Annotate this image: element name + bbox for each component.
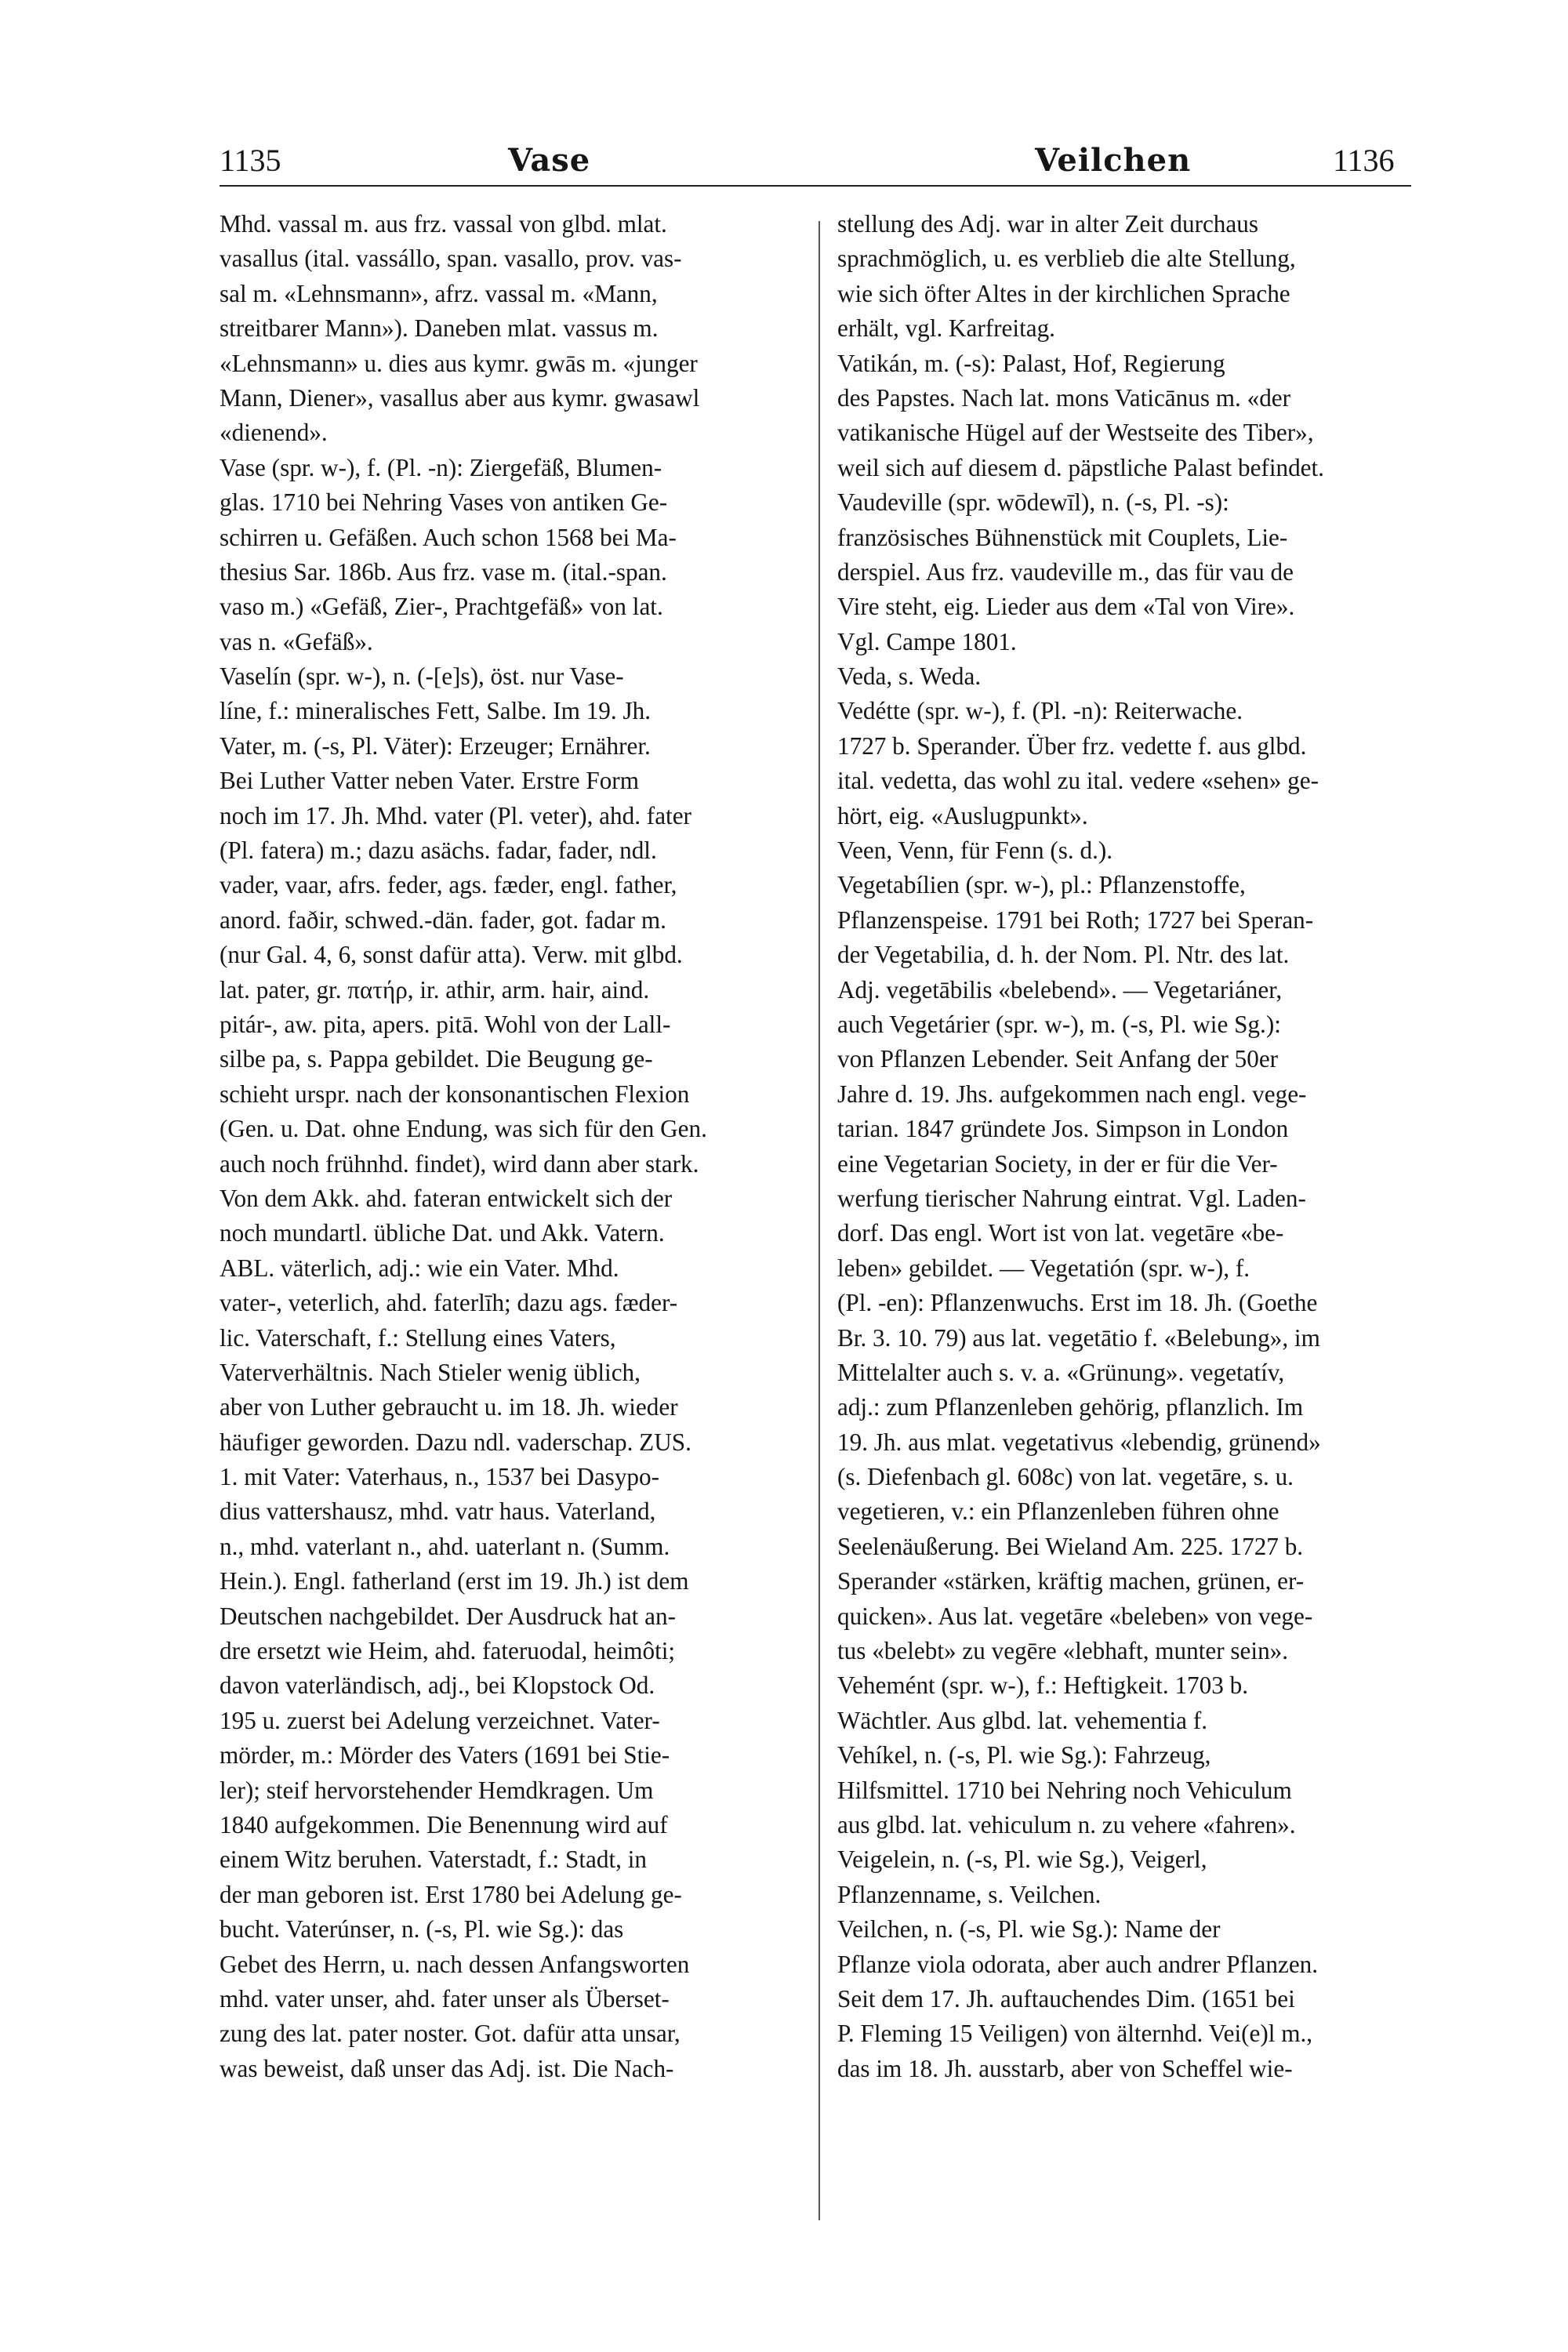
- text-line: [220, 1530, 817, 1564]
- text-line: [837, 1112, 1411, 1146]
- line-text: häufiger geworden. Dazu ndl. vaderschap. ZUS.: [220, 1428, 691, 1456]
- headword-right: Veilchen: [1035, 142, 1192, 179]
- line-text: Mann, Diener», vasallus aber aus kymr. gwasawl: [220, 383, 700, 412]
- line-text: Wächtler. Aus glbd. lat. vehementia f.: [837, 1706, 1207, 1734]
- line-text: ital. vedetta, das wohl zu ital. vedere «sehen» ge-: [837, 767, 1319, 795]
- page-number-right: 1136: [1333, 143, 1395, 178]
- line-text: (Gen. u. Dat. ohne Endung, was sich für den Gen.: [220, 1115, 707, 1143]
- line-text: (nur Gal. 4, 6, sonst dafür atta). Verw. mit glbd.: [220, 941, 683, 969]
- line-text: dius vattershausz, mhd. vatr haus. Vaterland,: [220, 1497, 656, 1526]
- line-text: mhd. vater unser, ahd. fater unser als Überset-: [220, 1984, 670, 2013]
- text-line: [837, 1460, 1411, 1494]
- text-line: [220, 694, 817, 728]
- text-line: [837, 1982, 1411, 2016]
- line-text: lat. pater, gr. πατήρ, ir. athir, arm. hair, aind.: [220, 975, 650, 1004]
- line-text: erhält, vgl. Karfreitag.: [837, 314, 1055, 343]
- text-line: [220, 590, 817, 624]
- line-text: Pflanzenname, s. Veilchen.: [837, 1880, 1102, 1908]
- line-text: «Lehnsmann» u. dies aus kymr. gwās m. «junger: [220, 349, 698, 377]
- line-text: Vgl. Campe 1801.: [837, 627, 1017, 655]
- text-line: [837, 1077, 1411, 1112]
- text-line: [220, 1773, 817, 1808]
- line-text: pitár-, aw. pita, apers. pitā. Wohl von der Lall-: [220, 1010, 671, 1038]
- text-line: [837, 903, 1411, 938]
- line-text: Deutschen nachgebildet. Der Ausdruck hat an-: [220, 1602, 676, 1630]
- text-line: [837, 1704, 1411, 1738]
- text-line: [837, 485, 1411, 520]
- text-line: [837, 1530, 1411, 1564]
- line-text: Vaudeville (spr. wōdewīl), n. (-s, Pl. -s):: [837, 488, 1229, 517]
- text-line: [837, 1216, 1411, 1250]
- text-line: [837, 1912, 1411, 1947]
- line-text: Mittelalter auch s. v. a. «Grünung». vegetatív,: [837, 1358, 1285, 1386]
- header-rule: [220, 185, 1411, 187]
- text-line: [220, 555, 817, 590]
- text-line: [837, 1181, 1411, 1216]
- line-text: ABL. väterlich, adj.: wie ein Vater. Mhd.: [220, 1254, 619, 1282]
- text-line: [220, 1007, 817, 1042]
- text-line: [837, 1147, 1411, 1181]
- line-text: dorf. Das engl. Wort ist von lat. vegetāre «be-: [837, 1219, 1284, 1247]
- line-text: Vase (spr. w-), f. (Pl. -n): Ziergefäß, Blumen-: [220, 453, 662, 481]
- text-line: [837, 799, 1411, 833]
- line-text: vaso m.) «Gefäß, Zier-, Prachtgefäß» von lat.: [220, 593, 663, 621]
- text-line: [837, 833, 1411, 868]
- line-text: Hein.). Engl. fatherland (erst im 19. Jh.) ist dem: [220, 1567, 689, 1595]
- text-line: [220, 416, 817, 450]
- text-line: [220, 1460, 817, 1494]
- text-line: [220, 868, 817, 902]
- text-line: [220, 729, 817, 764]
- text-line: [220, 903, 817, 938]
- line-text: Vatikán, m. (-s): Palast, Hof, Regierung: [837, 349, 1225, 377]
- text-line: [837, 277, 1411, 311]
- text-line: [220, 1842, 817, 1877]
- line-text: streitbarer Mann»). Daneben mlat. vassus m.: [220, 314, 659, 343]
- text-line: [837, 590, 1411, 624]
- text-line: [220, 1321, 817, 1356]
- line-text: Vaselín (spr. w-), n. (-[e]s), öst. nur Vase-: [220, 662, 624, 691]
- text-line: [220, 1982, 817, 2016]
- line-text: (Pl. -en): Pflanzenwuchs. Erst im 18. Jh. (Goethe: [837, 1289, 1318, 1317]
- text-line: [837, 416, 1411, 450]
- text-line: [220, 1077, 817, 1112]
- text-line: [220, 311, 817, 346]
- line-text: Veda, s. Weda.: [837, 662, 982, 691]
- line-text: Vedétte (spr. w-), f. (Pl. -n): Reiterwache.: [837, 697, 1243, 725]
- line-text: Mhd. vassal m. aus frz. vassal von glbd. mlat.: [220, 210, 667, 238]
- line-text: lic. Vaterschaft, f.: Stellung eines Vaters,: [220, 1323, 616, 1352]
- line-text: vater-, veterlich, ahd. faterlīh; dazu ags. fæder-: [220, 1289, 678, 1317]
- line-text: auch noch frühnhd. findet), wird dann aber stark.: [220, 1149, 699, 1178]
- line-text: sprachmöglich, u. es verblieb die alte Stellung,: [837, 245, 1296, 273]
- line-text: Adj. vegetābilis «belebend». — Vegetariáner,: [837, 975, 1283, 1004]
- text-line: [220, 1181, 817, 1216]
- line-text: 19. Jh. aus mlat. vegetativus «lebendig, grünend»: [837, 1428, 1321, 1456]
- line-text: noch im 17. Jh. Mhd. vater (Pl. veter), ahd. fater: [220, 801, 691, 829]
- text-line: [220, 1808, 817, 1842]
- text-line: [837, 2016, 1411, 2051]
- line-text: was beweist, daß unser das Adj. ist. Die Nach-: [220, 2054, 674, 2082]
- text-line: [220, 799, 817, 833]
- text-line: [220, 1634, 817, 1668]
- text-line: [837, 1042, 1411, 1076]
- line-text: Br. 3. 10. 79) aus lat. vegetātio f. «Belebung», im: [837, 1323, 1320, 1352]
- text-line: [837, 521, 1411, 555]
- text-line: [837, 659, 1411, 694]
- line-text: (Pl. fatera) m.; dazu asächs. fadar, fader, ndl.: [220, 837, 657, 865]
- line-text: vasallus (ital. vassállo, span. vasallo, prov. vas-: [220, 245, 682, 273]
- line-text: der Vegetabilia, d. h. der Nom. Pl. Ntr. des lat.: [837, 941, 1290, 969]
- line-text: auch Vegetárier (spr. w-), m. (-s, Pl. wie Sg.):: [837, 1010, 1281, 1038]
- text-line: [220, 1564, 817, 1599]
- text-line: [220, 1878, 817, 1912]
- line-text: Vater, m. (-s, Pl. Väter): Erzeuger; Ernährer.: [220, 731, 651, 760]
- line-text: P. Fleming 15 Veiligen) von älternhd. Vei(e)l m.,: [837, 2020, 1313, 2048]
- line-text: Pflanzenspeise. 1791 bei Roth; 1727 bei Speran-: [837, 906, 1314, 934]
- line-text: schieht urspr. nach der konsonantischen Flexion: [220, 1080, 690, 1108]
- line-text: Jahre d. 19. Jhs. aufgekommen nach engl. vege-: [837, 1080, 1307, 1108]
- text-line: [837, 1668, 1411, 1703]
- line-text: aber von Luther gebraucht u. im 18. Jh. wieder: [220, 1393, 678, 1421]
- running-header: [220, 141, 1411, 188]
- text-line: [220, 1216, 817, 1250]
- text-line: [837, 938, 1411, 972]
- text-line: [837, 207, 1411, 241]
- text-line: [837, 1599, 1411, 1634]
- text-line: [220, 833, 817, 868]
- line-text: tarian. 1847 gründete Jos. Simpson in London: [837, 1115, 1289, 1143]
- text-line: [220, 1112, 817, 1146]
- text-line: [220, 2052, 817, 2086]
- text-line: [220, 485, 817, 520]
- text-line: [837, 1425, 1411, 1460]
- text-line: [220, 347, 817, 381]
- text-line: [837, 1738, 1411, 1773]
- line-text: wie sich öfter Altes in der kirchlichen Sprache: [837, 279, 1290, 307]
- text-line: [837, 1390, 1411, 1425]
- line-text: weil sich auf diesem d. päpstliche Palast befindet.: [837, 453, 1324, 481]
- line-text: Veen, Venn, für Fenn (s. d.).: [837, 837, 1113, 865]
- text-line: [220, 1390, 817, 1425]
- text-line: [220, 2016, 817, 2051]
- headword-left: Vase: [508, 142, 591, 179]
- text-line: [837, 1878, 1411, 1912]
- line-text: von Pflanzen Lebender. Seit Anfang der 50er: [837, 1045, 1279, 1073]
- text-line: [837, 1842, 1411, 1877]
- line-text: Vehemént (spr. w-), f.: Heftigkeit. 1703 b.: [837, 1671, 1249, 1700]
- line-text: dre ersetzt wie Heim, ahd. fateruodal, heimôti;: [220, 1637, 676, 1665]
- line-text: (s. Diefenbach gl. 608c) von lat. vegetāre, s. u.: [837, 1463, 1294, 1491]
- line-text: Pflanze viola odorata, aber auch andrer Pflanzen.: [837, 1950, 1319, 1978]
- text-line: [837, 973, 1411, 1007]
- line-text: Vire steht, eig. Lieder aus dem «Tal von Vire».: [837, 593, 1295, 621]
- right-column: [837, 207, 1411, 2086]
- text-line: [220, 1042, 817, 1076]
- line-text: adj.: zum Pflanzenleben gehörig, pflanzlich. Im: [837, 1393, 1304, 1421]
- text-line: [837, 451, 1411, 485]
- line-text: glas. 1710 bei Nehring Vases von antiken Ge-: [220, 488, 668, 517]
- text-line: [220, 1668, 817, 1703]
- text-line: [837, 1773, 1411, 1808]
- line-text: zung des lat. pater noster. Got. dafür atta unsar,: [220, 2020, 681, 2048]
- line-text: Gebet des Herrn, u. nach dessen Anfangsworten: [220, 1950, 690, 1978]
- text-line: [220, 1147, 817, 1181]
- text-line: [220, 1425, 817, 1460]
- text-line: [837, 1251, 1411, 1286]
- text-line: [837, 1947, 1411, 1982]
- line-text: quicken». Aus lat. vegetāre «beleben» von vege-: [837, 1602, 1313, 1630]
- line-text: Seelenäußerung. Bei Wieland Am. 225. 1727 b.: [837, 1532, 1304, 1560]
- line-text: hört, eig. «Auslugpunkt».: [837, 801, 1088, 829]
- text-line: [220, 451, 817, 485]
- text-line: [220, 973, 817, 1007]
- text-line: [837, 2052, 1411, 2086]
- text-line: [220, 381, 817, 416]
- text-line: [837, 555, 1411, 590]
- text-line: [837, 381, 1411, 416]
- text-line: [837, 1321, 1411, 1356]
- line-text: einem Witz beruhen. Vaterstadt, f.: Stadt, in: [220, 1846, 647, 1874]
- line-text: des Papstes. Nach lat. mons Vaticānus m. «der: [837, 383, 1291, 412]
- text-line: [220, 241, 817, 276]
- line-text: französisches Bühnenstück mit Couplets, Lie-: [837, 523, 1288, 551]
- line-text: Vegetabílien (spr. w-), pl.: Pflanzenstoffe,: [837, 871, 1246, 899]
- line-text: sal m. «Lehnsmann», afrz. vassal m. «Mann,: [220, 279, 658, 307]
- text-line: [220, 1286, 817, 1320]
- text-line: [220, 1947, 817, 1982]
- line-text: Veigelein, n. (-s, Pl. wie Sg.), Veigerl,: [837, 1846, 1207, 1874]
- text-line: [220, 659, 817, 694]
- line-text: Vehíkel, n. (-s, Pl. wie Sg.): Fahrzeug,: [837, 1741, 1211, 1769]
- text-line: [220, 207, 817, 241]
- text-line: [837, 1356, 1411, 1390]
- line-text: Vaterverhältnis. Nach Stieler wenig üblich,: [220, 1358, 641, 1386]
- text-line: [837, 241, 1411, 276]
- text-line: [837, 1634, 1411, 1668]
- text-line: [220, 1494, 817, 1529]
- line-text: Hilfsmittel. 1710 bei Nehring noch Vehiculum: [837, 1776, 1292, 1804]
- line-text: das im 18. Jh. ausstarb, aber von Scheffel wie-: [837, 2054, 1293, 2082]
- text-line: [220, 1912, 817, 1947]
- text-line: [837, 1808, 1411, 1842]
- text-line: [220, 764, 817, 798]
- line-text: vegetieren, v.: ein Pflanzenleben führen ohne: [837, 1497, 1279, 1526]
- line-text: silbe pa, s. Pappa gebildet. Die Beugung ge-: [220, 1045, 653, 1073]
- line-text: líne, f.: mineralisches Fett, Salbe. Im 19. Jh.: [220, 697, 652, 725]
- line-text: vatikanische Hügel auf der Westseite des Tiber»,: [837, 419, 1314, 447]
- line-text: bucht. Vaterúnser, n. (-s, Pl. wie Sg.): das: [220, 1915, 624, 1944]
- line-text: 1. mit Vater: Vaterhaus, n., 1537 bei Dasypo-: [220, 1463, 659, 1491]
- line-text: der man geboren ist. Erst 1780 bei Adelung ge-: [220, 1880, 682, 1908]
- line-text: aus glbd. lat. vehiculum n. zu vehere «fahren».: [837, 1810, 1296, 1838]
- text-line: [220, 521, 817, 555]
- line-text: werfung tierischer Nahrung eintrat. Vgl. Laden-: [837, 1184, 1306, 1212]
- text-line: [837, 1494, 1411, 1529]
- text-line: [837, 1564, 1411, 1599]
- line-text: davon vaterländisch, adj., bei Klopstock Od.: [220, 1671, 655, 1700]
- line-text: mörder, m.: Mörder des Vaters (1691 bei Stie-: [220, 1741, 670, 1769]
- line-text: derspiel. Aus frz. vaudeville m., das für vau de: [837, 557, 1294, 586]
- line-text: Von dem Akk. ahd. fateran entwickelt sich der: [220, 1184, 673, 1212]
- text-line: [220, 938, 817, 972]
- text-line: [837, 694, 1411, 728]
- text-line: [837, 729, 1411, 764]
- text-line: [837, 1007, 1411, 1042]
- line-text: «dienend».: [220, 419, 328, 447]
- text-line: [837, 347, 1411, 381]
- line-text: eine Vegetarian Society, in der er für die Ver-: [837, 1149, 1278, 1178]
- line-text: n., mhd. vaterlant n., ahd. uaterlant n. (Summ.: [220, 1532, 670, 1560]
- text-line: [220, 1738, 817, 1773]
- line-text: ler); steif hervorstehender Hemdkragen. Um: [220, 1776, 654, 1804]
- text-line: [220, 625, 817, 659]
- line-text: Bei Luther Vatter neben Vater. Erstre Form: [220, 767, 639, 795]
- text-line: [837, 764, 1411, 798]
- line-text: 1727 b. Sperander. Über frz. vedette f. aus glbd.: [837, 731, 1307, 760]
- text-line: [837, 311, 1411, 346]
- line-text: thesius Sar. 186b. Aus frz. vase m. (ital.-span.: [220, 557, 667, 586]
- text-line: [837, 625, 1411, 659]
- line-text: 195 u. zuerst bei Adelung verzeichnet. Vater-: [220, 1706, 660, 1734]
- line-text: Sperander «stärken, kräftig machen, grünen, er-: [837, 1567, 1305, 1595]
- text-line: [220, 1599, 817, 1634]
- line-text: Seit dem 17. Jh. auftauchendes Dim. (1651 bei: [837, 1984, 1295, 2013]
- line-text: leben» gebildet. — Vegetatión (spr. w-), f.: [837, 1254, 1250, 1282]
- line-text: 1840 aufgekommen. Die Benennung wird auf: [220, 1810, 668, 1838]
- line-text: noch mundartl. übliche Dat. und Akk. Vatern.: [220, 1219, 665, 1247]
- text-line: [837, 1286, 1411, 1320]
- text-line: [220, 1251, 817, 1286]
- text-line: [837, 868, 1411, 902]
- line-text: vas n. «Gefäß».: [220, 627, 373, 655]
- column-divider: [818, 221, 820, 2220]
- line-text: stellung des Adj. war in alter Zeit durchaus: [837, 210, 1258, 238]
- text-line: [220, 1356, 817, 1390]
- page-number-left: 1135: [220, 143, 281, 178]
- line-text: Veilchen, n. (-s, Pl. wie Sg.): Name der: [837, 1915, 1221, 1944]
- text-line: [220, 1704, 817, 1738]
- line-text: schirren u. Gefäßen. Auch schon 1568 bei Ma-: [220, 523, 677, 551]
- line-text: tus «belebt» zu vegēre «lebhaft, munter sein».: [837, 1637, 1289, 1665]
- left-column: [220, 207, 817, 2086]
- line-text: vader, vaar, afrs. feder, ags. fæder, engl. father,: [220, 871, 677, 899]
- text-line: [220, 277, 817, 311]
- line-text: anord. faðir, schwed.-dän. fader, got. fadar m.: [220, 906, 666, 934]
